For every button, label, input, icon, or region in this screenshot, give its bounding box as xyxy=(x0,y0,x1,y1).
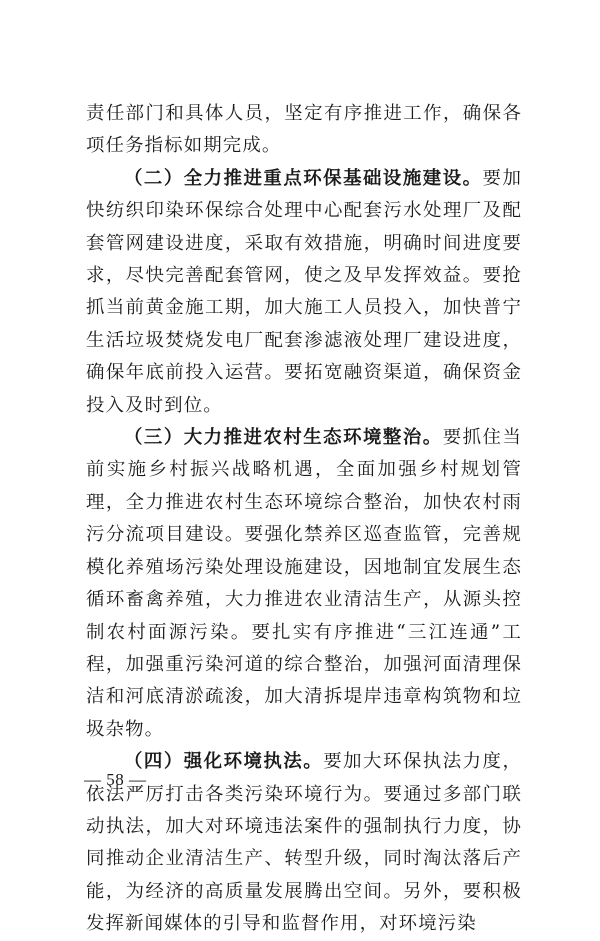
paragraph-enforcement xyxy=(86,746,522,940)
section-heading-3: （三）大力推进农村生态环境整治。 xyxy=(124,427,443,449)
body-text xyxy=(86,98,522,941)
section-heading-2: （二）全力推进重点环保基础设施建设。 xyxy=(124,167,483,189)
paragraph-text: 责任部门和具体人员，坚定有序推进工作，确保各项任务指标如期完成。 xyxy=(86,103,522,157)
paragraph-continuation xyxy=(86,98,522,163)
paragraph-text: 要加快纺织印染环保综合处理中心配套污水处理厂及配套管网建设进度，采取有效措施，明确时间进度要求，尽快完善配套管网，使之及早发挥效益。要抢抓当前黄金施工期，加大施工人员投入，加快普宁生活垃圾焚烧发电厂配套渗滤液处理厂建设进度，确保年底前投入运营。要拓宽融资渠道，确保资金投入及时到位。 xyxy=(86,167,522,416)
paragraph-text: 要加大环保执法力度，依法严厉打击各类污染环境行为。要通过多部门联动执法，加大对环境违法案件的强制执行力度，协同推动企业清洁生产、转型升级，同时淘汰落后产能，为经济的高质量发展腾出空间。另外，要积极发挥新闻媒体的引导和监督作用，对环境污染 xyxy=(86,751,522,935)
paragraph-infrastructure xyxy=(86,163,522,422)
page-number: — 58 — xyxy=(84,770,147,789)
section-heading-4: （四）强化环境执法。 xyxy=(124,751,324,773)
paragraph-text: 要抓住当前实施乡村振兴战略机遇，全面加强乡村规划管理，全力推进农村生态环境综合整治，加快农村雨污分流项目建设。要强化禁养区巡查监管，完善规模化养殖场污染处理设施建设，因地制宜发展生态循环畜禽养殖，大力推进农业清洁生产，从源头控制农村面源污染。要扎实有序推进“三江连通”工程，加强重污染河道的综合整治，加强河面清理保洁和河底清淤疏浚，加大清拆堤岸违章构筑物和垃圾杂物。 xyxy=(86,427,522,740)
paragraph-rural-environment xyxy=(86,422,522,746)
